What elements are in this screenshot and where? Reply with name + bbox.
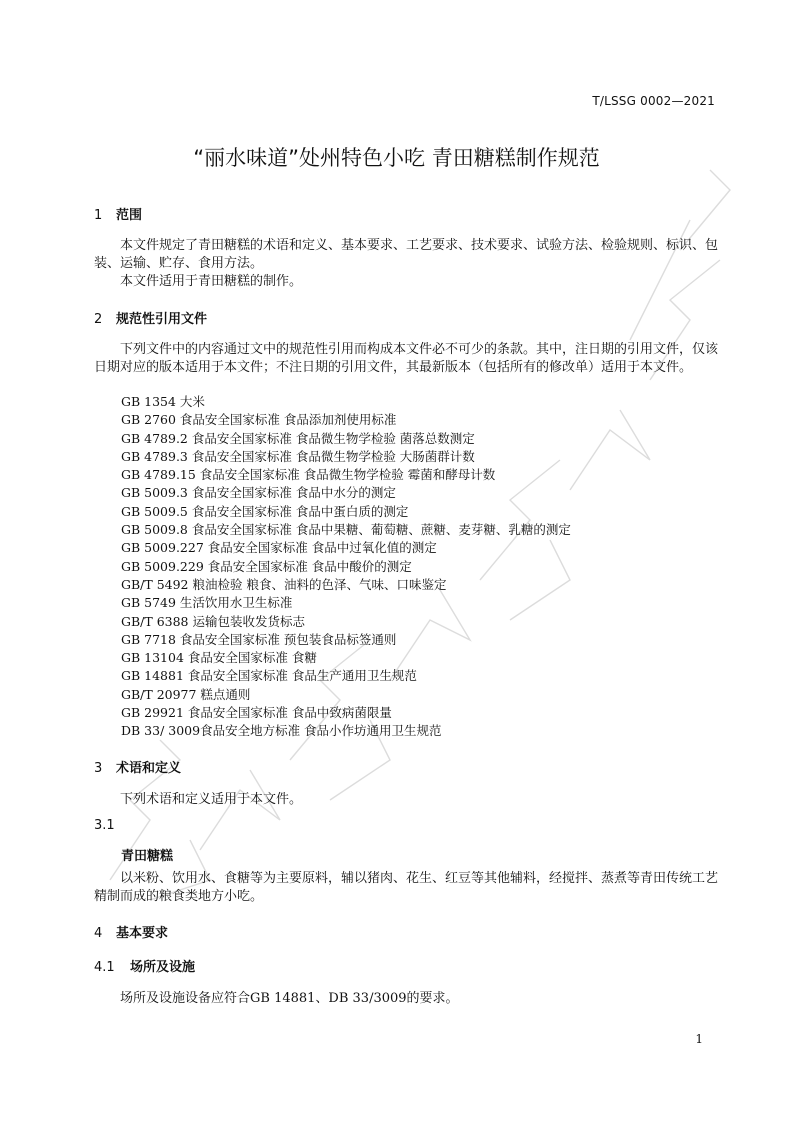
reference-item: GB 5009.227 食品安全国家标准 食品中过氧化值的测定 <box>121 540 437 556</box>
standard-code: T/LSSG 0002—2021 <box>592 94 715 108</box>
term-definition: 以米粉、饮用水、食糖等为主要原料，辅以猪肉、花生、红豆等其他辅料，经搅拌、蒸煮等青田传统工艺精制而成的粮食类地方小吃。 <box>94 871 719 904</box>
section-2-paragraph-1: 下列文件中的内容通过文中的规范性引用而构成本文件必不可少的条款。其中，注日期的引用文件，仅该日期对应的版本适用于本文件；不注日期的引用文件，其最新版本（包括所有的修改单）适用于本文件。 <box>94 342 719 375</box>
section-1-heading <box>94 204 142 223</box>
section-3-heading <box>94 757 181 776</box>
reference-item: DB 33/ 3009食品安全地方标准 食品小作坊通用卫生规范 <box>121 723 442 739</box>
reference-item: GB 4789.3 食品安全国家标准 食品微生物学检验 大肠菌群计数 <box>121 448 475 464</box>
section-4-1-paragraph-1: 场所及设施设备应符合GB 14881、DB 33/3009的要求。 <box>120 991 459 1006</box>
section-title: 术语和定义 <box>116 761 182 776</box>
section-4-heading <box>94 922 168 941</box>
section-1-paragraph-2: 本文件适用于青田糖糕的制作。 <box>120 274 303 289</box>
reference-item: GB 5009.3 食品安全国家标准 食品中水分的测定 <box>121 485 396 501</box>
reference-item: GB 4789.2 食品安全国家标准 食品微生物学检验 菌落总数测定 <box>121 430 475 446</box>
section-4-1-heading <box>94 956 195 975</box>
section-title: 场所及设施 <box>130 960 196 975</box>
reference-item: GB 1354 大米 <box>121 394 205 409</box>
reference-item: GB 2760 食品安全国家标准 食品添加剂使用标准 <box>121 412 397 428</box>
section-title: 规范性引用文件 <box>116 312 208 327</box>
reference-item: GB 29921 食品安全国家标准 食品中致病菌限量 <box>121 705 392 721</box>
reference-item: GB 5009.8 食品安全国家标准 食品中果糖、葡萄糖、蔗糖、麦芽糖、乳糖的测定 <box>121 522 571 538</box>
reference-item: GB 13104 食品安全国家标准 食糖 <box>121 650 317 666</box>
reference-item: GB 5009.229 食品安全国家标准 食品中酸价的测定 <box>121 558 412 574</box>
section-number: 2 <box>94 312 103 327</box>
reference-item: GB 7718 食品安全国家标准 预包装食品标签通则 <box>121 631 397 647</box>
term-number: 3.1 <box>94 818 115 833</box>
section-2-heading <box>94 308 207 327</box>
section-number: 4 <box>94 926 103 941</box>
section-3-paragraph-1: 下列术语和定义适用于本文件。 <box>120 792 303 807</box>
section-1-paragraph-1: 本文件规定了青田糖糕的术语和定义、基本要求、工艺要求、技术要求、试验方法、检验规则、标识、包装、运输、贮存、食用方法。 <box>94 238 719 271</box>
section-title: 范围 <box>116 208 143 223</box>
term-name: 青田糖糕 <box>121 849 174 864</box>
reference-item: GB/T 20977 糕点通则 <box>121 686 251 702</box>
document-title: “丽水味道”处州特色小吃 青田糖糕制作规范 <box>193 146 600 170</box>
section-number: 4.1 <box>94 960 115 975</box>
reference-item: GB 5009.5 食品安全国家标准 食品中蛋白质的测定 <box>121 503 409 519</box>
section-number: 3 <box>94 761 103 776</box>
section-number: 1 <box>94 208 103 223</box>
reference-item: GB 5749 生活饮用水卫生标准 <box>121 595 293 611</box>
reference-item: GB/T 5492 粮油检验 粮食、油料的色泽、气味、口味鉴定 <box>121 576 447 592</box>
reference-item: GB/T 6388 运输包装收发货标志 <box>121 613 305 629</box>
reference-item: GB 4789.15 食品安全国家标准 食品微生物学检验 霉菌和酵母计数 <box>121 467 496 483</box>
normative-reference-list <box>121 393 571 741</box>
reference-item: GB 14881 食品安全国家标准 食品生产通用卫生规范 <box>121 668 417 684</box>
page-number: 1 <box>695 1032 703 1046</box>
section-title: 基本要求 <box>116 926 169 941</box>
